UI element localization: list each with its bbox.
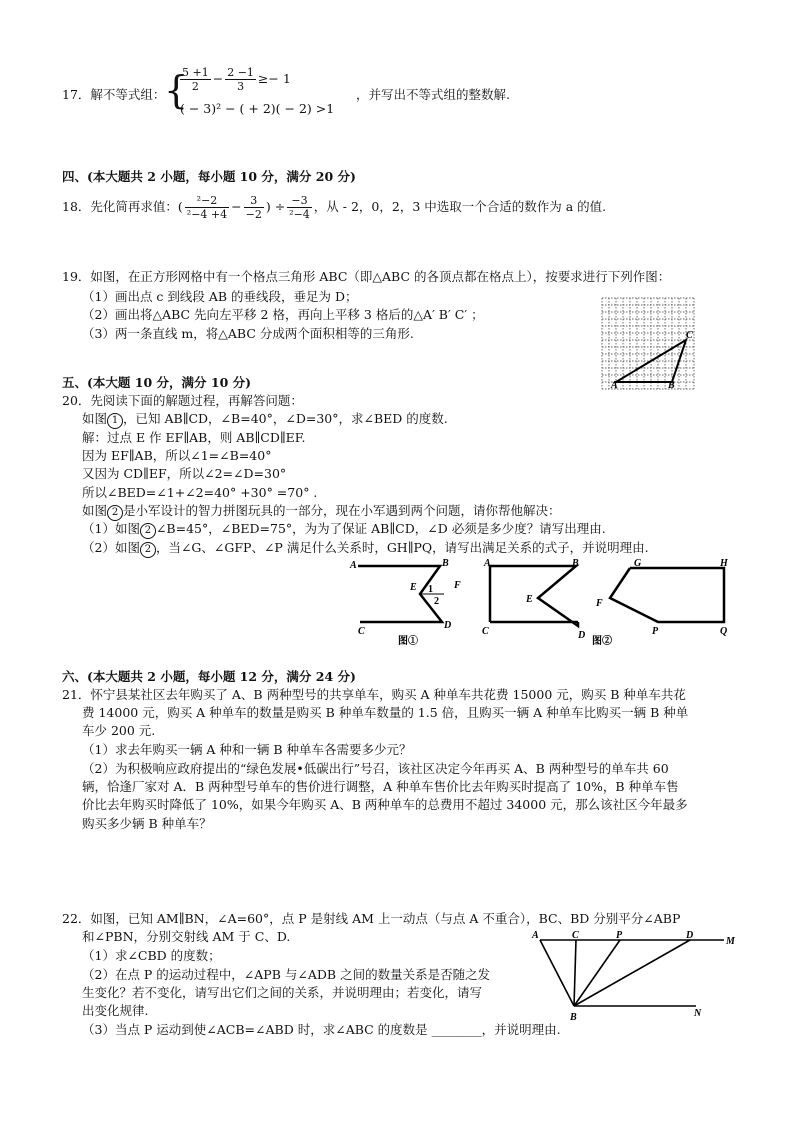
fig2-label-e: E (526, 594, 533, 605)
fig3-label-g: G (634, 558, 642, 569)
q19-grid-figure (598, 294, 698, 394)
q21-l1: 21．怀宁县某社区去年购买了 A、B 两种型号的共享单车，购买 A 种单车共花费 15000 元，购买 B 种单车共花 (62, 687, 686, 702)
fig1-label-d: D (444, 620, 452, 631)
q20-l7: 如图 2 是小军设计的智力拼图玩具的一部分，现在小军遇到两个问题，请你帮他解决： (82, 502, 561, 521)
q22-figure (526, 930, 742, 1026)
q22-label-b: B (570, 1012, 577, 1023)
q22-label-d: D (686, 930, 694, 941)
q20-l4: 因为 EF∥AB，所以∠1=∠B=40° (82, 448, 272, 463)
q21-l3: 车少 200 元. (82, 723, 156, 738)
fig1-label-e: E (410, 582, 417, 593)
q22-l5: 生变化？若不变化，请写出它们之间的关系，并说明理由；若变化，请写 (82, 985, 483, 1000)
section-6-title: 六、(本大题共 2 小题，每小题 12 分，满分 24 分) (62, 669, 356, 684)
q20-figures (340, 556, 740, 650)
q19-item1: （1）画出点 c 到线段 AB 的垂线段，垂足为 D； (82, 289, 358, 304)
q22-label-m: M (726, 936, 735, 947)
fig3-label-p: P (652, 626, 659, 637)
fig3-label-q: Q (720, 626, 728, 637)
fig2-label-a: A (484, 558, 491, 569)
q21-l4: （1）求去年购买一辆 A 种和一辆 B 种单车各需要多少元？ (82, 742, 412, 757)
grid-label-a: A (611, 380, 618, 391)
q22-label-n: N (694, 1008, 702, 1019)
q21-l2: 费 14000 元，购买 A 种单车的数量是购买 B 种单车数量的 1.5 倍，且购买一辆 A 种单车比购买一辆 B 种单 (82, 705, 689, 720)
fig1-label-c: C (358, 626, 365, 637)
circled-number: 1 (107, 413, 123, 429)
circled-number: 2 (140, 523, 156, 539)
q22-label-a: A (532, 930, 539, 941)
fig2 (490, 566, 578, 626)
fig1-caption: 图① (398, 636, 418, 647)
q20-l6: 所以∠BED=∠1+∠2=40° +30° =70° . (82, 485, 318, 500)
q17-frac1: $\frac{5 +1}{2}$ (182, 66, 209, 93)
circled-number: 2 (140, 542, 156, 558)
q17-brace: { (164, 68, 189, 112)
q22-l3: （1）求∠CBD 的度数； (82, 948, 221, 963)
q17-line1: $\frac{5 +1}{2}$ − $\frac{2 -1}{3}$ ≥− 1 (182, 66, 291, 93)
q17-frac2: $\frac{2 -1}{3}$ (227, 66, 254, 93)
q22-label-c: C (572, 930, 579, 941)
fig1-label-a: A (350, 560, 357, 571)
q21-l6: 辆，恰逢厂家对 A．B 两种型号单车的售价进行调整，A 种单车售价比去年购买时提高了 10%，B 种单车售 (82, 779, 679, 794)
q17-line2: ( − 3)² − ( + 2)( − 2) >1 (180, 101, 335, 116)
answer-blank[interactable]: ________ (431, 1022, 482, 1037)
fig1-label-2: 2 (434, 596, 439, 607)
section-4-title: 四、(本大题共 2 小题，每小题 10 分，满分 20 分) (62, 169, 356, 184)
fig3-label-h: H (720, 558, 728, 569)
q19-item3: （3）两一条直线 m，将△ABC 分成两个面积相等的三角形. (82, 326, 414, 341)
grid-label-c: C (686, 330, 693, 341)
q18-expression: 18．先化简再求值：( $\frac{\text{²−2}}{\text{²−4 +4}}$ − $\frac{3}{-2}$ ) ÷ $\frac{-3}{\text{²−4}}$ ，从 - 2，0，2，3 中选取一个合适的数作为 a 的值. (62, 194, 607, 221)
q22-l4: （2）在点 P 的运动过程中，∠APB 与∠ADB 之间的数量关系是否随之发 (82, 967, 491, 982)
q22-l2: 和∠PBN，分别交射线 AM 于 C、D. (82, 929, 291, 944)
q22-label-p: P (616, 930, 623, 941)
q21-l5: （2）为积极响应政府提出的“绿色发展•低碳出行”号召，该社区决定今年再买 A、B 两种型号的单车共 60 (82, 761, 669, 776)
q19-text: 19．如图，在正方形网格中有一个格点三角形 ABC（即△ABC 的各顶点都在格点上），按要求进行下列作图： (62, 269, 671, 284)
q19-item2: （2）画出将△ABC 先向左平移 2 格，再向上平移 3 格后的△A′ B′ C′ ； (82, 307, 484, 322)
fig1-label-f: F (454, 580, 461, 591)
fig3-label-f: F (596, 598, 603, 609)
fig2-caption: 图② (592, 636, 612, 647)
q17-tail: ，并写出不等式组的整数解. (356, 87, 510, 102)
q22-l6: 出变化规律. (82, 1003, 149, 1018)
q20-l2: 如图 1 ，已知 AB∥CD，∠B=40°，∠D=30°，求∠BED 的度数. (82, 410, 448, 429)
q17-number: 17．解不等式组： (62, 87, 166, 102)
fig1-label-b: B (442, 558, 449, 569)
fig2-label-b: B (572, 558, 579, 569)
q21-l7: 价比去年购买时降低了 10%，如果今年购买 A、B 两种单车的总费用不超过 34000 元，那么该社区今年最多 (82, 797, 688, 812)
q22-l1: 22．如图，已知 AM∥BN，∠A=60°，点 P 是射线 AM 上一动点（与点 A 不重合），BC、BD 分别平分∠ABP (62, 911, 681, 926)
circled-number: 2 (107, 505, 123, 521)
section-5-title: 五、(本大题 10 分，满分 10 分) (62, 375, 252, 390)
q21-l8: 购买多少辆 B 种单车？ (82, 816, 212, 831)
q20-l3: 解：过点 E 作 EF∥AB，则 AB∥CD∥EF. (82, 430, 306, 445)
fig2-label-c: C (482, 626, 489, 637)
grid-label-b: B (668, 380, 675, 391)
q20-l9: （2）如图 2 ，当∠G、∠GFP、∠P 满足什么关系时，GH∥PQ，请写出满足关系的式子，并说明理由. (82, 539, 649, 558)
q20-l1: 20．先阅读下面的解题过程，再解答问题： (62, 393, 303, 408)
fig2-label-d: D (578, 630, 586, 641)
fig1-label-1: 1 (428, 584, 433, 595)
q22-l7: （3）当点 P 运动到使∠ACB=∠ABD 时，求∠ABC 的度数是 ________，并说明理由. (82, 1022, 561, 1037)
q20-l5: 又因为 CD∥EF，所以∠2=∠D=30° (82, 466, 287, 481)
fig3 (610, 568, 724, 622)
q20-l8: （1）如图 2 ∠B=45°，∠BED=75°，为为了保证 AB∥CD，∠D 必须是多少度？请写出理由. (82, 520, 606, 539)
